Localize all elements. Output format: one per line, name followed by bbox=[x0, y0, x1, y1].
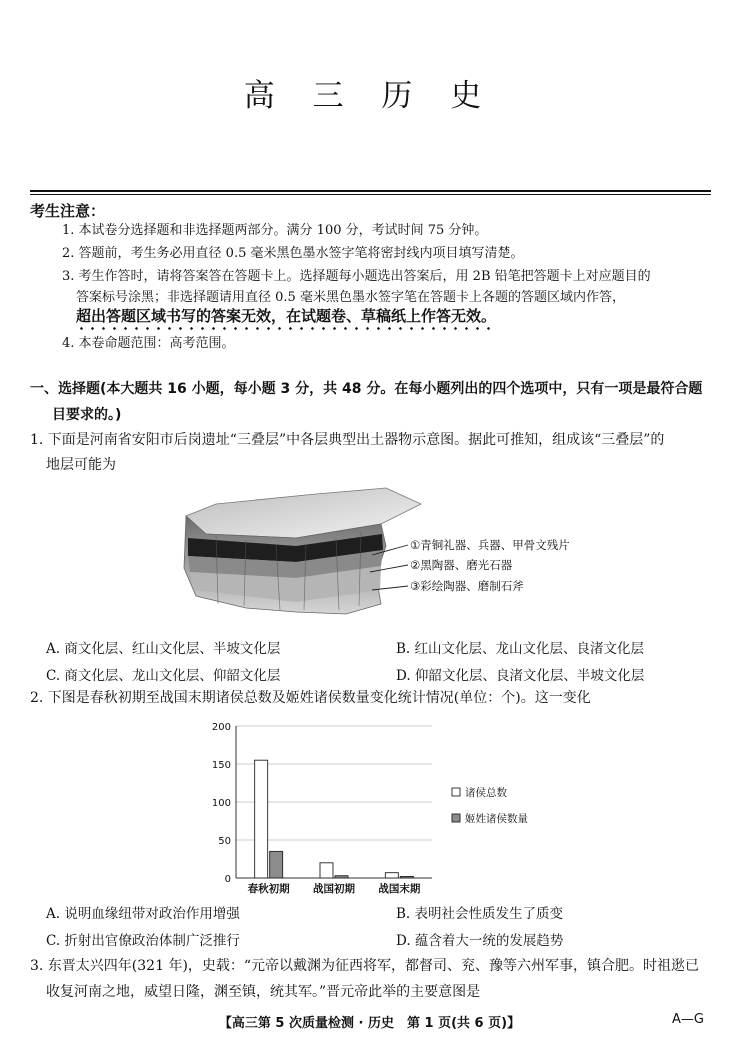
section-heading: 一、选择题(本大题共 16 小题，每小题 3 分，共 48 分。在每小题列出的四个选项中，只有一项是最符合题 bbox=[30, 381, 703, 397]
q3-stem: 3. 东晋太兴四年(321 年)，史载：“元帝以戴渊为征西将军，都督司、兖、豫等六州军事，镇合肥。时祖逖已 bbox=[30, 958, 700, 974]
y-tick-label: 200 bbox=[211, 722, 231, 733]
strata-label-3: ③彩绘陶器、磨制石斧 bbox=[410, 579, 524, 593]
q1-stem-cont: 地层可能为 bbox=[46, 457, 116, 473]
q2-option-a: A. 说明血缘纽带对政治作用增强 bbox=[46, 906, 240, 922]
legend-label: 姬姓诸侯数量 bbox=[465, 813, 528, 825]
y-tick-label: 100 bbox=[211, 798, 231, 809]
bar-chart bbox=[200, 718, 540, 898]
legend-swatch bbox=[452, 788, 460, 796]
notice-line-4: 4. 本卷命题范围：高考范围。 bbox=[62, 336, 235, 351]
strata-label-2: ②黑陶器、磨光石器 bbox=[410, 558, 513, 572]
bar bbox=[255, 760, 268, 878]
notice-line-3: 3. 考生作答时，请将答案答在答题卡上。选择题每小题选出答案后，用 2B 铅笔把答题卡上对应题目的 bbox=[62, 269, 651, 284]
q1-option-c: C. 商文化层、龙山文化层、仰韶文化层 bbox=[46, 668, 281, 684]
bar bbox=[320, 863, 333, 878]
q1-option-d: D. 仰韶文化层、良渚文化层、半坡文化层 bbox=[396, 668, 645, 684]
x-tick-label: 春秋初期 bbox=[247, 883, 290, 895]
y-tick-label: 50 bbox=[218, 836, 231, 847]
page-title: 高 三 历 史 bbox=[243, 78, 496, 114]
page-footer: 【高三第 5 次质量检测 · 历史 第 1 页(共 6 页)】 bbox=[218, 1016, 521, 1031]
y-tick-label: 0 bbox=[224, 874, 231, 885]
q2-option-b: B. 表明社会性质发生了质变 bbox=[396, 906, 564, 922]
q2-option-d: D. 蕴含着大一统的发展趋势 bbox=[396, 933, 564, 949]
x-tick-label: 战国末期 bbox=[378, 883, 421, 895]
strata-label-1: ①青铜礼器、兵器、甲骨文残片 bbox=[410, 538, 570, 552]
legend-swatch bbox=[452, 814, 460, 822]
q1-stem: 1. 下面是河南省安阳市后岗遗址“三叠层”中各层典型出土器物示意图。据此可推知，组成该“三叠层”的 bbox=[30, 432, 665, 448]
q1-option-b: B. 红山文化层、龙山文化层、良渚文化层 bbox=[396, 641, 645, 657]
y-tick-label: 150 bbox=[211, 760, 231, 771]
x-tick-label: 战国初期 bbox=[313, 883, 355, 895]
q1-option-a: A. 商文化层、红山文化层、半坡文化层 bbox=[46, 641, 281, 657]
q2-option-c: C. 折射出官僚政治体制广泛推行 bbox=[46, 933, 240, 949]
bar bbox=[270, 851, 283, 878]
q3-stem-cont: 收复河南之地，威望日隆，渊至镇，统其军。”晋元帝此举的主要意图是 bbox=[46, 984, 481, 1000]
q2-stem: 2. 下图是春秋初期至战国末期诸侯总数及姬姓诸侯数量变化统计情况(单位：个)。这一变化 bbox=[30, 690, 591, 706]
strata-top-surface bbox=[186, 488, 421, 538]
paper-code: A—G bbox=[672, 1012, 704, 1027]
legend-label: 诸侯总数 bbox=[465, 787, 507, 799]
notice-heading: 考生注意： bbox=[30, 202, 106, 220]
notice-line-3b: 答案标号涂黑；非选择题请用直径 0.5 毫米黑色墨水签字笔在答题卡上各题的答题区域内作答， bbox=[76, 290, 625, 305]
header-rule-thick bbox=[30, 190, 711, 192]
header-rule-thin bbox=[30, 194, 711, 195]
notice-line-2: 2. 答题前，考生务必用直径 0.5 毫米黑色墨水签字笔将密封线内项目填写清楚。 bbox=[62, 246, 524, 261]
bar bbox=[400, 876, 413, 878]
strata-figure bbox=[176, 486, 596, 626]
bar bbox=[385, 873, 398, 878]
notice-line-1: 1. 本试卷分选择题和非选择题两部分。满分 100 分，考试时间 75 分钟。 bbox=[62, 223, 488, 238]
section-heading-cont: 目要求的。) bbox=[52, 407, 122, 423]
bar bbox=[335, 876, 348, 878]
notice-emphasis: 超出答题区域书写的答案无效，在试题卷、草稿纸上作答无效。 bbox=[76, 307, 496, 331]
